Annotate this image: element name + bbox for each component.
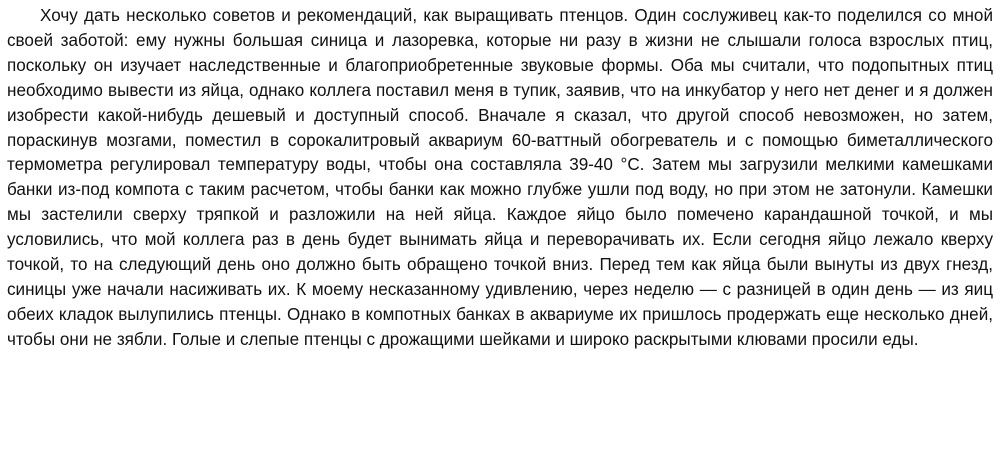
document-page xyxy=(7,4,993,472)
body-paragraph: Хочу дать несколько советов и рекомендаций, как выращивать птенцов. Один сослуживец как-то поделился со мной своей заботой: ему нужны большая синица и лазоревка, которые ни разу в жизни не слышали голоса взрослых птиц, поскольку он изучает наследственные и благоприобретенные звуковые формы. Оба мы считали, что подопытных птиц необходимо вывести из яйца, однако коллега поставил меня в тупик, заявив, что на инкубатор у него нет денег и я должен изобрести какой-нибудь дешевый и доступный способ. Вначале я сказал, что другой способ невозможен, но затем, пораскинув мозгами, поместил в сорокалитровый аквариум 60-ваттный обогреватель и с помощью биметаллического термометра регулировал температуру воды, чтобы она составляла 39-40 °С. Затем мы загрузили мелкими камешками банки из-под компота с таким расчетом, чтобы банки как можно глубже ушли под воду, но при этом не затонули. Камешки мы застелили сверху тряпкой и разложили на ней яйца. Каждое яйцо было помечено карандашной точкой, и мы условились, что мой коллега раз в день будет вынимать яйца и переворачивать их. Если сегодня яйцо лежало кверху точкой, то на следующий день оно должно быть обращено точкой вниз. Перед тем как яйца были вынуты из двух гнезд, синицы уже начали насиживать их. К моему несказанному удивлению, через неделю — с разницей в один день — из яиц обеих кладок вылупились птенцы. Однако в компотных банках в аквариуме их пришлось продержать еще несколько дней, чтобы они не зябли. Голые и слепые птенцы с дрожащими шейками и широко раскрытыми клювами просили еды. xyxy=(7,6,993,349)
